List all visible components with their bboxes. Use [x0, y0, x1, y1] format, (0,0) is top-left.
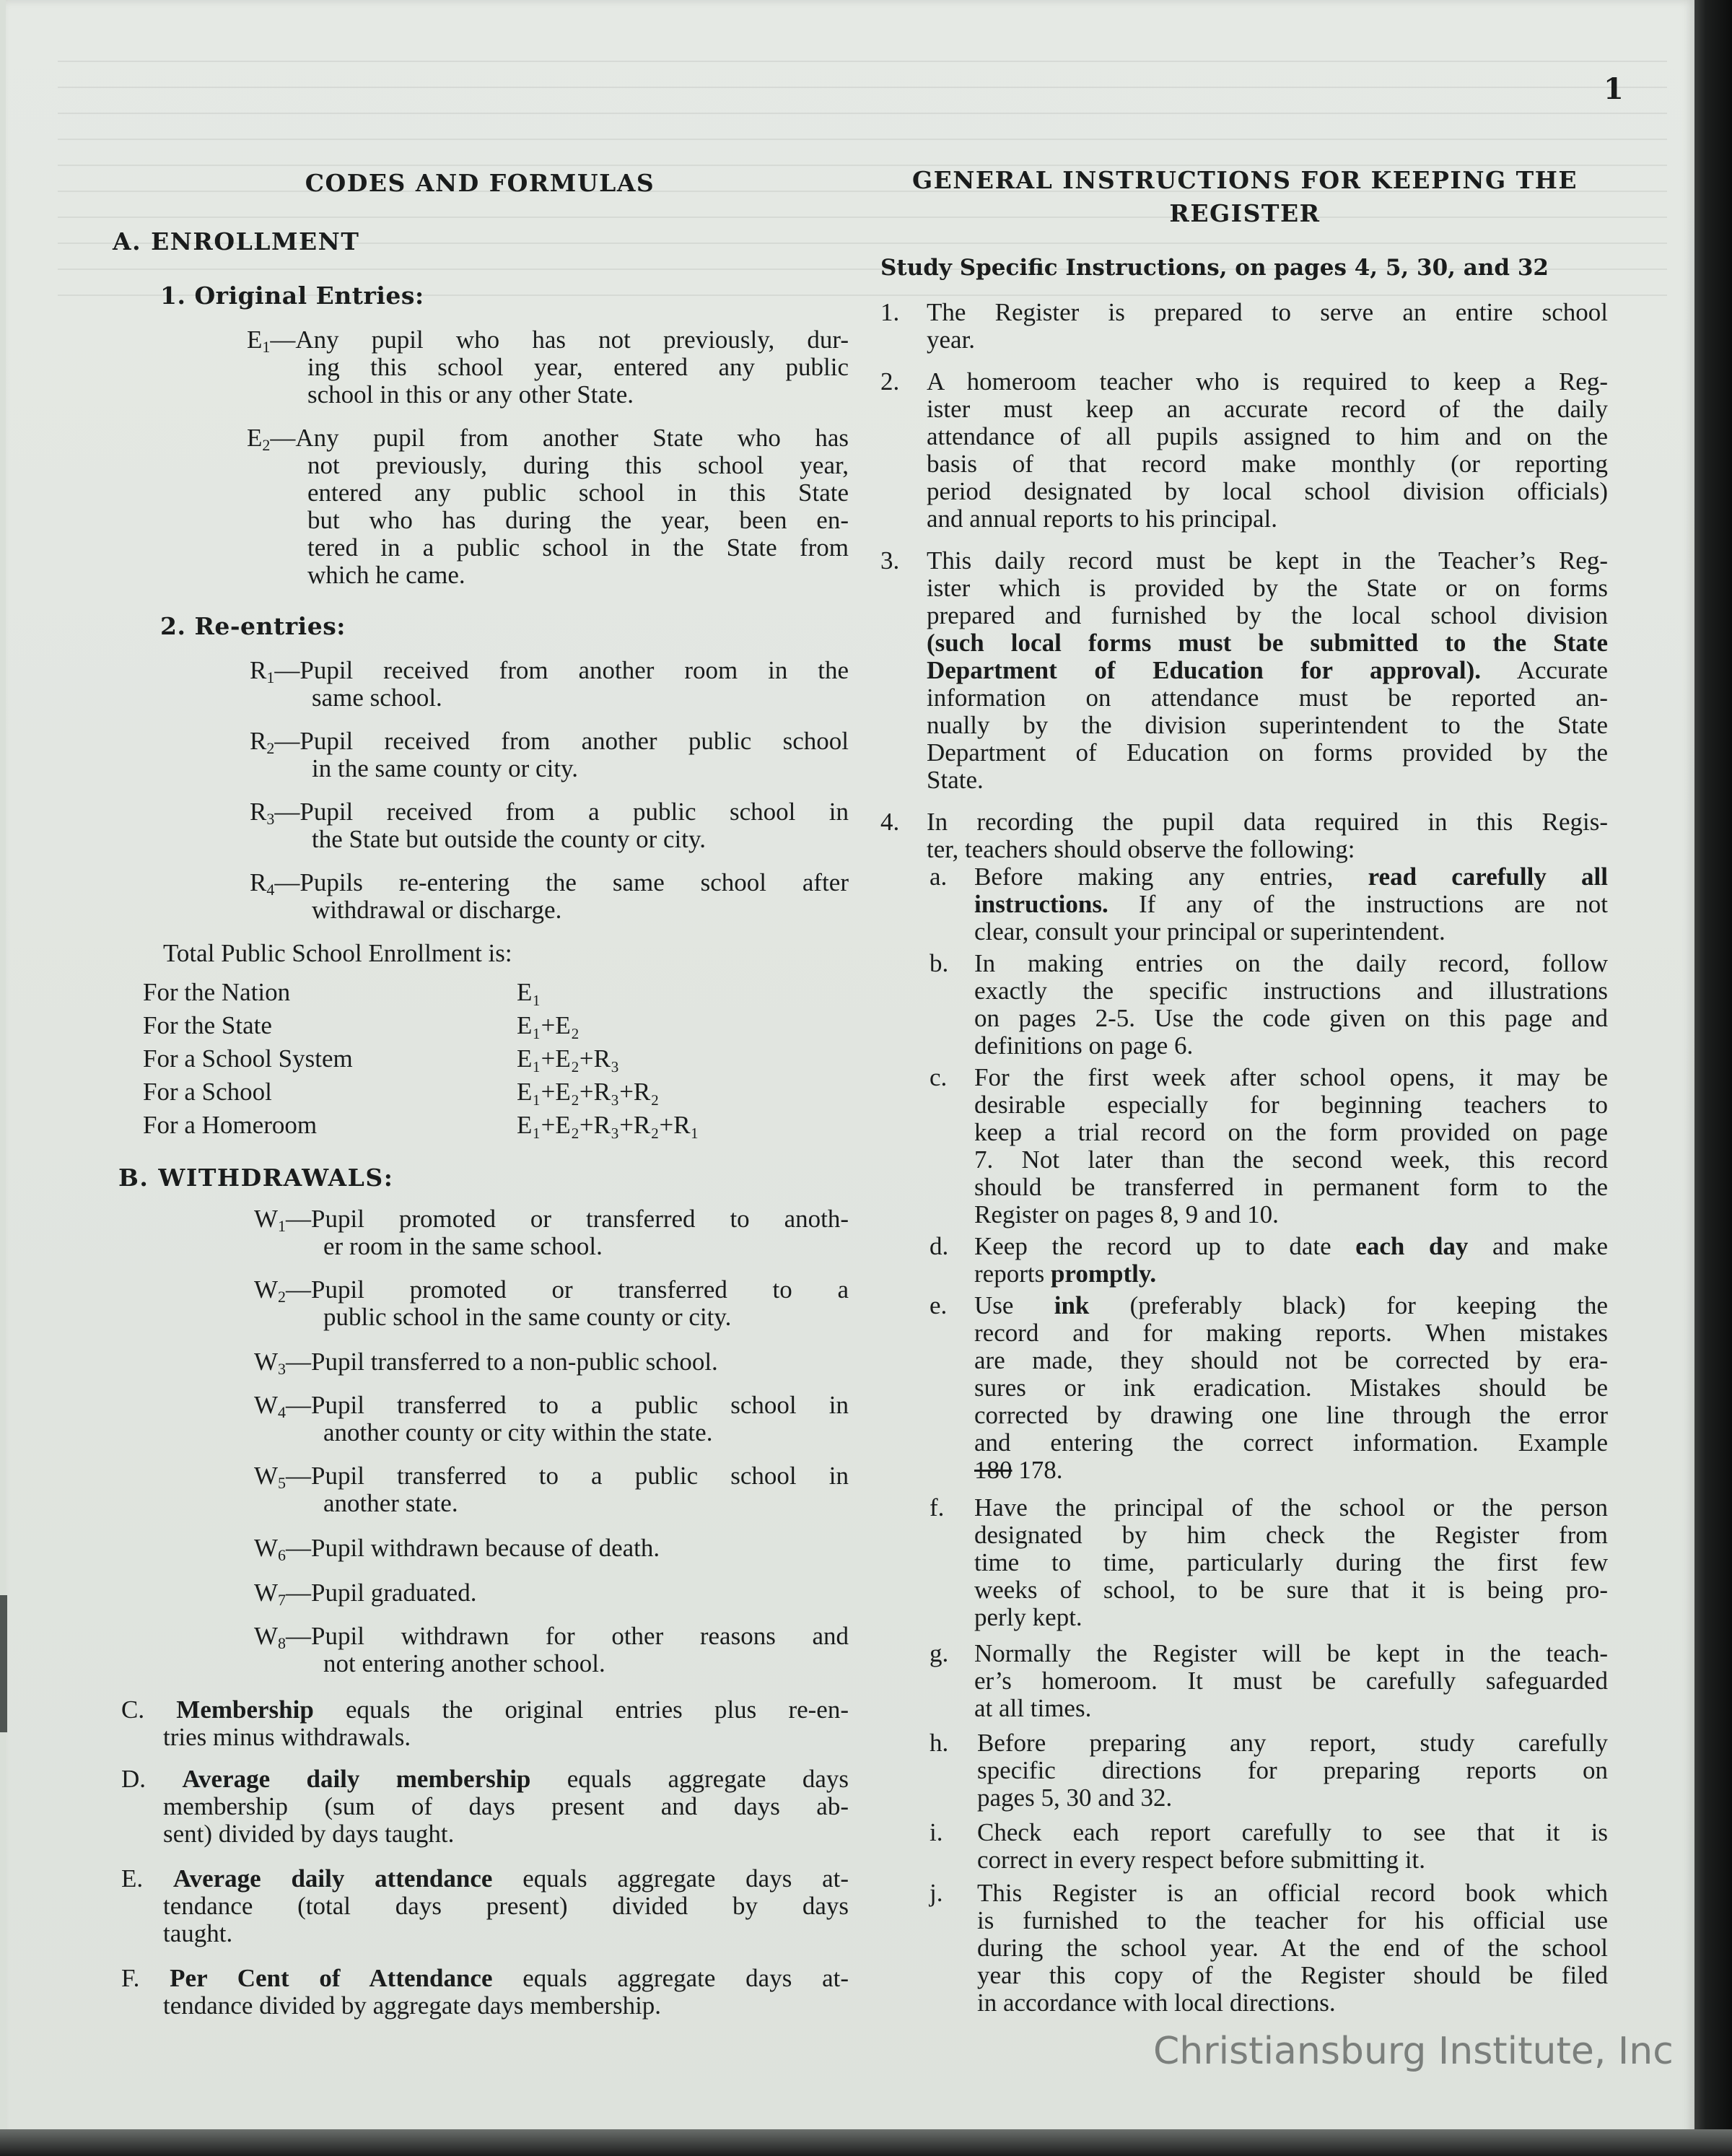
- code-w5: $W_5—Pupil$ transferred to a public school in: [254, 1462, 849, 1492]
- subitem-c-line: 7. Not later than the second week, this record: [974, 1145, 1608, 1174]
- membership-definition-line: tries minus withdrawals.: [163, 1723, 411, 1751]
- code-e2-line: which he came.: [307, 561, 465, 589]
- subitem-e-line: are made, they should not be corrected by era-: [974, 1346, 1608, 1374]
- code-r4: $R_4—Pupils$ re-entering the same school after: [250, 868, 849, 899]
- code-w7: $W_7—Pupil$ graduated.: [254, 1579, 477, 1609]
- subitem-e: Use ink (preferably black) for keeping the: [974, 1291, 1609, 1319]
- subitem-h-line: Before preparing any report, study carefully: [977, 1729, 1608, 1757]
- item-line-bold: (such local forms must be submitted to the State: [927, 629, 1608, 657]
- subitem-g-line: er’s homeroom. It must be carefully safeguarded: [974, 1667, 1608, 1695]
- subitem-c-line: should be transferred in permanent form to the: [974, 1173, 1608, 1201]
- subitem-e-line: and entering the correct information. Example: [974, 1428, 1608, 1457]
- ada-definition-line: tendance (total days present) divided by days: [163, 1892, 849, 1920]
- total-label: For a School: [143, 1078, 272, 1106]
- item-line: ter, teachers should observe the following:: [927, 835, 1355, 863]
- subitem-f-line: weeks of school, to be sure that it is being pro-: [974, 1576, 1608, 1604]
- code-w4-line: another county or city within the state.: [323, 1418, 713, 1446]
- code-e1-line: school in this or any other State.: [307, 380, 634, 409]
- subitem-e-line: corrected by drawing one line through the error: [974, 1401, 1608, 1429]
- ada-definition-line: taught.: [163, 1919, 233, 1947]
- code-e2-line: not previously, during this school year,: [307, 451, 849, 479]
- subitem-b-line: In making entries on the daily record, follow: [974, 949, 1608, 977]
- code-r2: $R_2—Pupil$ received from another public school: [250, 727, 849, 757]
- subitem-letter: c.: [930, 1063, 948, 1091]
- item-line-bold: Department of Education for approval). Accurate: [927, 656, 1608, 684]
- watermark: Christiansburg Institute, Inc: [1153, 2030, 1674, 2073]
- instructions-heading: GENERAL INSTRUCTIONS FOR KEEPING THE: [911, 166, 1578, 194]
- code-w1: $W_1—Pupil$ promoted or transferred to anoth-: [254, 1205, 849, 1235]
- item-line: ister must keep an accurate record of the daily: [927, 395, 1608, 423]
- subitem-b-line: exactly the specific instructions and illustrations: [974, 977, 1608, 1005]
- total-label: For the Nation: [143, 978, 291, 1006]
- subitem-letter: j.: [930, 1879, 943, 1907]
- code-w6: $W_6—Pupil$ withdrawn because of death.: [254, 1534, 660, 1564]
- subitem-d: Keep the record up to date each day and make: [974, 1232, 1609, 1260]
- ada-definition: E. Average daily attendance equals aggregate days at-: [121, 1864, 849, 1893]
- code-r2-line: in the same county or city.: [312, 754, 579, 782]
- subitem-g-line: at all times.: [974, 1694, 1092, 1722]
- item-line: Department of Education on forms provided by the: [927, 738, 1608, 767]
- study-note: Study Specific Instructions, on pages 4, 5, 30, and 32: [880, 255, 1549, 281]
- subitem-letter: d.: [930, 1232, 949, 1260]
- total-formula: E₁+E₂: [517, 1011, 579, 1039]
- total-formula: E₁+E₂+R₃+R₂: [517, 1078, 660, 1106]
- attendance-percent-definition-line: tendance divided by aggregate days membership.: [163, 1991, 662, 2020]
- codes-heading: CODES AND FORMULAS: [305, 169, 655, 197]
- item-number: 1.: [880, 298, 900, 326]
- item-line: prepared and furnished by the local school division: [927, 601, 1608, 629]
- item-line: information on attendance must be reported an-: [927, 684, 1608, 712]
- item-line: nually by the division superintendent to the State: [927, 711, 1608, 739]
- item-number: 3.: [880, 546, 900, 575]
- code-e2-line: tered in a public school in the State from: [307, 533, 849, 562]
- adm-definition-line: sent) divided by days taught.: [163, 1820, 455, 1848]
- item-number: 4.: [880, 808, 900, 836]
- item-line: State.: [927, 766, 984, 794]
- withdrawals-heading: B. WITHDRAWALS:: [118, 1164, 394, 1192]
- code-r1: $R_1—Pupil$ received from another room in the: [250, 656, 849, 686]
- item-line: basis of that record make monthly (or reporting: [927, 450, 1608, 478]
- item-line: period designated by local school division officials): [927, 477, 1608, 505]
- subitem-j-line: This Register is an official record book which: [977, 1879, 1608, 1907]
- subitem-a: Before making any entries, read carefully all: [974, 863, 1608, 891]
- page-number: 1: [1604, 72, 1624, 106]
- subitem-b-line: on pages 2-5. Use the code given on this page and: [974, 1004, 1608, 1032]
- code-w1-line: er room in the same school.: [323, 1232, 603, 1260]
- code-e1-line: ing this school year, entered any public: [307, 353, 849, 381]
- subitem-letter: i.: [930, 1818, 943, 1846]
- subitem-b-line: definitions on page 6.: [974, 1031, 1194, 1060]
- total-formula: E₁+E₂+R₃+R₂+R₁: [517, 1111, 699, 1139]
- code-r1-line: same school.: [312, 684, 442, 712]
- subitem-j-line: in accordance with local directions.: [977, 1989, 1336, 2017]
- adm-definition: D. Average daily membership equals aggregate days: [121, 1765, 849, 1793]
- subitem-d-line: reports promptly.: [974, 1260, 1157, 1288]
- instructions-heading-line2: REGISTER: [1169, 199, 1321, 227]
- binding-tab: [0, 1595, 7, 1732]
- scan-edge-right: [1694, 0, 1732, 2156]
- subitem-f-line: designated by him check the Register from: [974, 1521, 1608, 1549]
- subitem-letter: f.: [930, 1493, 945, 1522]
- total-label: For the State: [143, 1011, 272, 1039]
- code-w5-line: another state.: [323, 1489, 458, 1517]
- code-r4-line: withdrawal or discharge.: [312, 896, 562, 924]
- code-w2-line: public school in the same county or city.: [323, 1303, 732, 1331]
- subitem-letter: h.: [930, 1729, 949, 1757]
- subitem-a-line: clear, consult your principal or superintendent.: [974, 917, 1445, 946]
- adm-definition-line: membership (sum of days present and days ab-: [163, 1792, 849, 1820]
- code-e1: $E_1—Any$ pupil who has not previously, dur-: [247, 326, 849, 356]
- item-line: ister which is provided by the State or on forms: [927, 574, 1608, 602]
- subitem-e-line: record and for making reports. When mistakes: [974, 1319, 1608, 1347]
- item-line: This daily record must be kept in the Teacher’s Reg-: [927, 546, 1608, 575]
- code-r3: $R_3—Pupil$ received from a public school in: [250, 798, 849, 828]
- subitem-letter: e.: [930, 1291, 948, 1319]
- subitem-letter: a.: [930, 863, 948, 891]
- total-label: For a Homeroom: [143, 1111, 318, 1139]
- total-formula: E₁+E₂+R₃: [517, 1044, 620, 1073]
- subitem-f-line: time to time, particularly during the first few: [974, 1548, 1608, 1576]
- item-line: The Register is prepared to serve an entire school: [927, 298, 1608, 326]
- code-e2-line: but who has during the year, been en-: [307, 506, 849, 534]
- item-line: year.: [927, 326, 976, 354]
- code-e2: $E_2—Any$ pupil from another State who has: [247, 424, 849, 454]
- code-w8: $W_8—Pupil$ withdrawn for other reasons and: [254, 1622, 849, 1652]
- subitem-c-line: desirable especially for beginning teachers to: [974, 1091, 1608, 1119]
- code-w3: $W_3—Pupil$ transferred to a non-public school.: [254, 1348, 718, 1378]
- code-r3-line: the State but outside the county or city.: [312, 825, 706, 853]
- membership-definition: C. Membership equals the original entries plus re-en-: [121, 1695, 849, 1724]
- reentries-heading: 2. Re-entries:: [160, 612, 346, 640]
- subitem-j-line: is furnished to the teacher for his official use: [977, 1906, 1608, 1934]
- subitem-a-line: instructions. If any of the instructions are not: [974, 890, 1608, 918]
- subitem-letter: b.: [930, 949, 949, 977]
- subitem-c-line: For the first week after school opens, it may be: [974, 1063, 1608, 1091]
- subitem-j-line: year this copy of the Register should be filed: [977, 1961, 1608, 1989]
- struck-value: 180: [974, 1456, 1012, 1484]
- enrollment-heading: A. ENROLLMENT: [113, 227, 360, 256]
- attendance-percent-definition: F. Per Cent of Attendance equals aggregate days at-: [121, 1964, 849, 1992]
- code-w2: $W_2—Pupil$ promoted or transferred to a: [254, 1275, 849, 1306]
- subitem-i-line: correct in every respect before submitting it.: [977, 1846, 1426, 1874]
- subitem-g-line: Normally the Register will be kept in the teach-: [974, 1639, 1608, 1667]
- scan-edge-bottom: [0, 2129, 1732, 2156]
- total-label: For a School System: [143, 1044, 353, 1073]
- subitem-c-line: keep a trial record on the form provided on page: [974, 1118, 1608, 1146]
- item-line: A homeroom teacher who is required to keep a Reg-: [927, 367, 1608, 396]
- subitem-f-line: Have the principal of the school or the person: [974, 1493, 1608, 1522]
- subitem-i-line: Check each report carefully to see that it is: [977, 1818, 1608, 1846]
- code-e2-line: entered any public school in this State: [307, 479, 849, 507]
- item-line: and annual reports to his principal.: [927, 505, 1277, 533]
- subitem-h-line: specific directions for preparing reports on: [977, 1756, 1608, 1784]
- original-entries-heading: 1. Original Entries:: [160, 281, 424, 310]
- subitem-f-line: perly kept.: [974, 1603, 1082, 1631]
- subitem-e-line: sures or ink eradication. Mistakes should be: [974, 1374, 1608, 1402]
- subitem-c-line: Register on pages 8, 9 and 10.: [974, 1200, 1279, 1228]
- item-number: 2.: [880, 367, 900, 396]
- total-formula: E₁: [517, 978, 541, 1006]
- subitem-letter: g.: [930, 1639, 949, 1667]
- item-line: In recording the pupil data required in this Regis-: [927, 808, 1608, 836]
- total-enrollment-heading: Total Public School Enrollment is:: [163, 939, 512, 967]
- subitem-h-line: pages 5, 30 and 32.: [977, 1784, 1173, 1812]
- subitem-e-example: 180 178.: [974, 1456, 1063, 1484]
- item-line: attendance of all pupils assigned to him and on the: [927, 422, 1608, 450]
- subitem-j-line: during the school year. At the end of the school: [977, 1934, 1608, 1962]
- code-w4: $W_4—Pupil$ transferred to a public school in: [254, 1391, 849, 1421]
- code-w8-line: not entering another school.: [323, 1649, 605, 1677]
